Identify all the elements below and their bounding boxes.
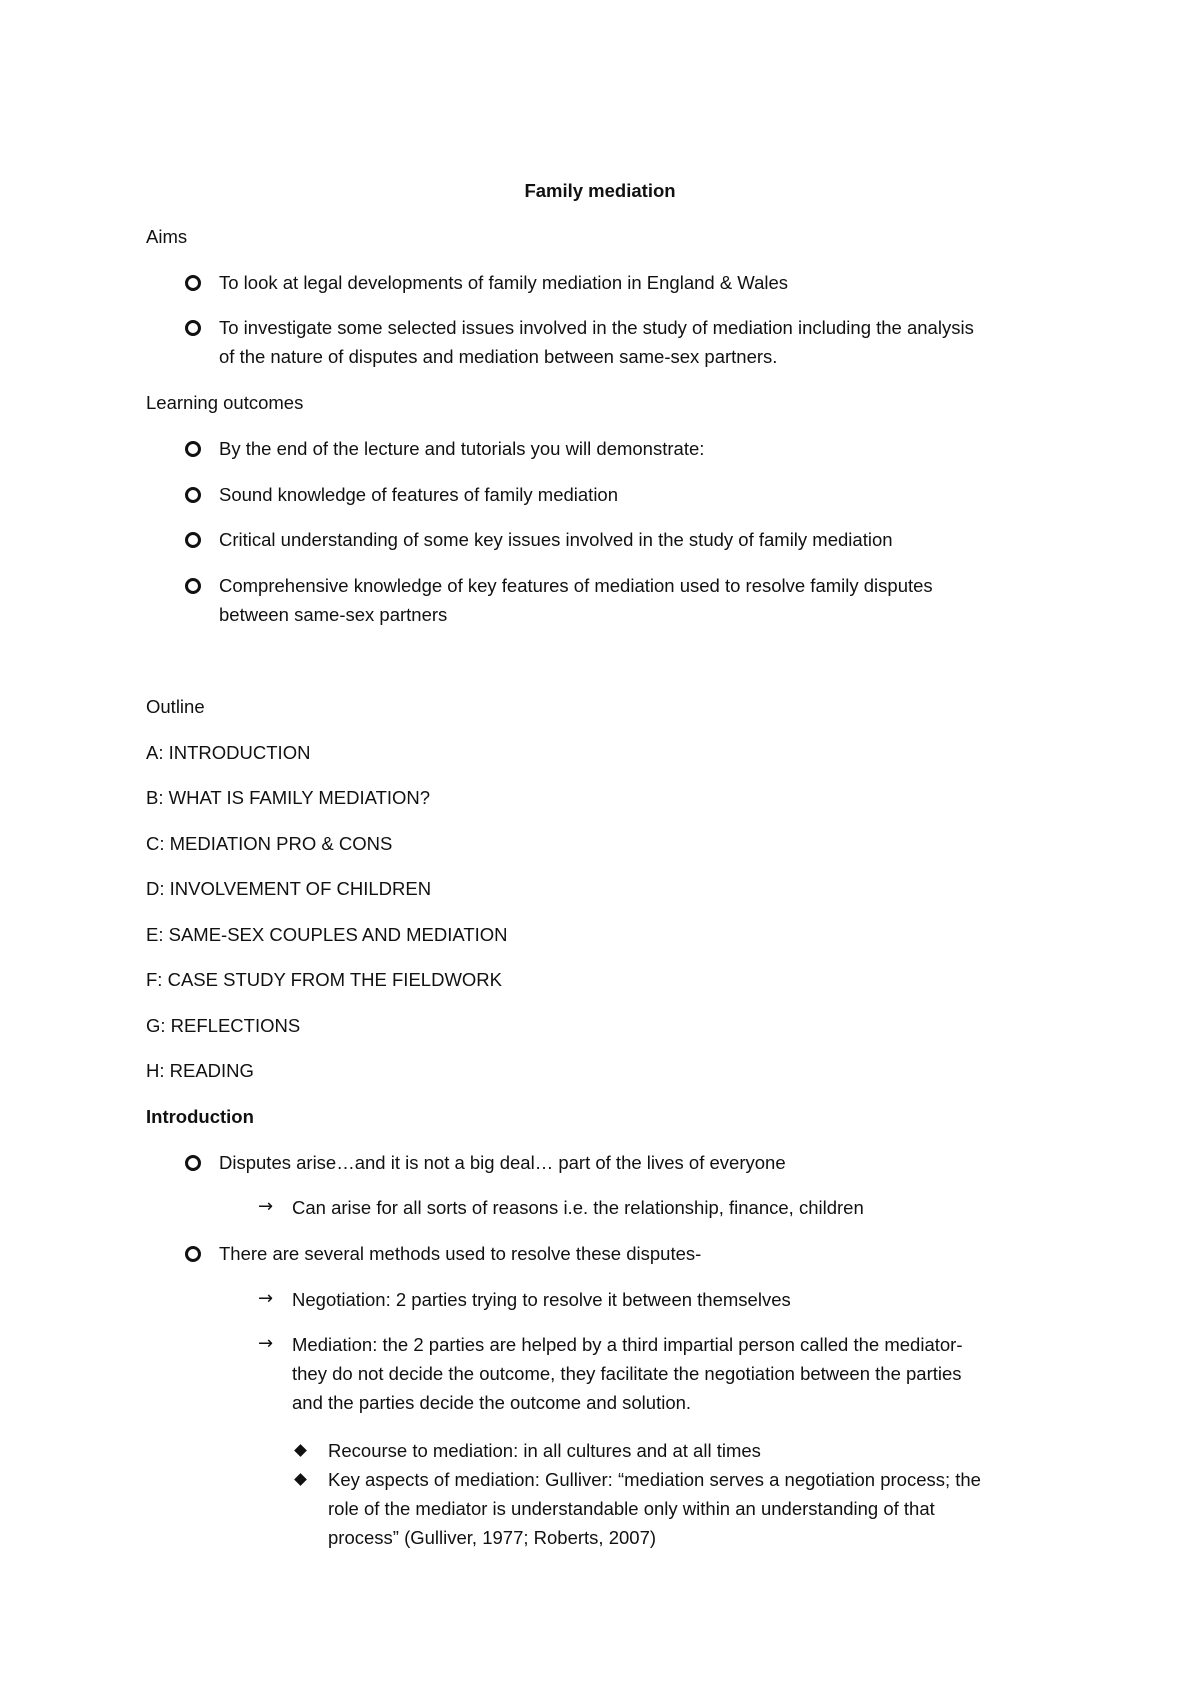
- intro-arrow-item-continuation: they do not decide the outcome, they facilitate the negotiation between the parties: [292, 1363, 962, 1384]
- diamond-bullet-icon: [294, 1473, 307, 1486]
- circle-bullet-icon: [185, 1155, 201, 1171]
- aims-heading: Aims: [146, 226, 188, 247]
- outline-item: H: READING: [146, 1060, 254, 1081]
- circle-bullet-icon: [185, 275, 201, 291]
- arrow-right-icon: →: [258, 1288, 274, 1309]
- circle-bullet-icon: [185, 441, 201, 457]
- circle-bullet-icon: [185, 487, 201, 503]
- outline-item: E: SAME-SEX COUPLES AND MEDIATION: [146, 924, 508, 945]
- circle-bullet-icon: [185, 1246, 201, 1262]
- circle-bullet-icon: [185, 578, 201, 594]
- aims-item-continuation: of the nature of disputes and mediation between same-sex partners.: [219, 346, 778, 367]
- outline-heading: Outline: [146, 696, 205, 717]
- outcomes-item: By the end of the lecture and tutorials you will demonstrate:: [219, 438, 705, 459]
- circle-bullet-icon: [185, 532, 201, 548]
- intro-arrow-item-continuation: and the parties decide the outcome and solution.: [292, 1392, 692, 1413]
- outline-item: A: INTRODUCTION: [146, 742, 311, 763]
- arrow-right-icon: →: [258, 1333, 274, 1354]
- outcomes-item: Comprehensive knowledge of key features of mediation used to resolve family disputes: [219, 575, 933, 596]
- arrow-right-icon: →: [258, 1196, 274, 1217]
- introduction-heading: Introduction: [146, 1106, 254, 1127]
- outcomes-item: Sound knowledge of features of family mediation: [219, 484, 619, 505]
- outline-item: C: MEDIATION PRO & CONS: [146, 833, 393, 854]
- intro-arrow-item: Can arise for all sorts of reasons i.e. the relationship, finance, children: [292, 1197, 864, 1218]
- intro-arrow-item: Negotiation: 2 parties trying to resolve it between themselves: [292, 1289, 791, 1310]
- outline-item: B: WHAT IS FAMILY MEDIATION?: [146, 787, 431, 808]
- intro-diamond-item: Recourse to mediation: in all cultures and at all times: [328, 1440, 761, 1461]
- intro-bullet: Disputes arise…and it is not a big deal… part of the lives of everyone: [219, 1152, 786, 1173]
- intro-diamond-item-continuation: process” (Gulliver, 1977; Roberts, 2007): [328, 1527, 657, 1548]
- aims-item: To look at legal developments of family mediation in England & Wales: [219, 272, 789, 293]
- page-title: Family mediation: [524, 180, 676, 201]
- circle-bullet-icon: [185, 320, 201, 336]
- outline-item: F: CASE STUDY FROM THE FIELDWORK: [146, 969, 502, 990]
- aims-item: To investigate some selected issues involved in the study of mediation including the analysis: [219, 317, 974, 338]
- outline-item: D: INVOLVEMENT OF CHILDREN: [146, 878, 432, 899]
- intro-diamond-item-continuation: role of the mediator is understandable only within an understanding of that: [328, 1498, 935, 1519]
- diamond-bullet-icon: [294, 1444, 307, 1457]
- outcomes-heading: Learning outcomes: [146, 392, 304, 413]
- intro-arrow-item: Mediation: the 2 parties are helped by a third impartial person called the mediator-: [292, 1334, 963, 1355]
- outline-item: G: REFLECTIONS: [146, 1015, 301, 1036]
- intro-diamond-item: Key aspects of mediation: Gulliver: “mediation serves a negotiation process; the: [328, 1469, 981, 1490]
- outcomes-item: Critical understanding of some key issues involved in the study of family mediation: [219, 529, 893, 550]
- intro-bullet: There are several methods used to resolve these disputes-: [219, 1243, 702, 1264]
- outcomes-item-continuation: between same-sex partners: [219, 604, 448, 625]
